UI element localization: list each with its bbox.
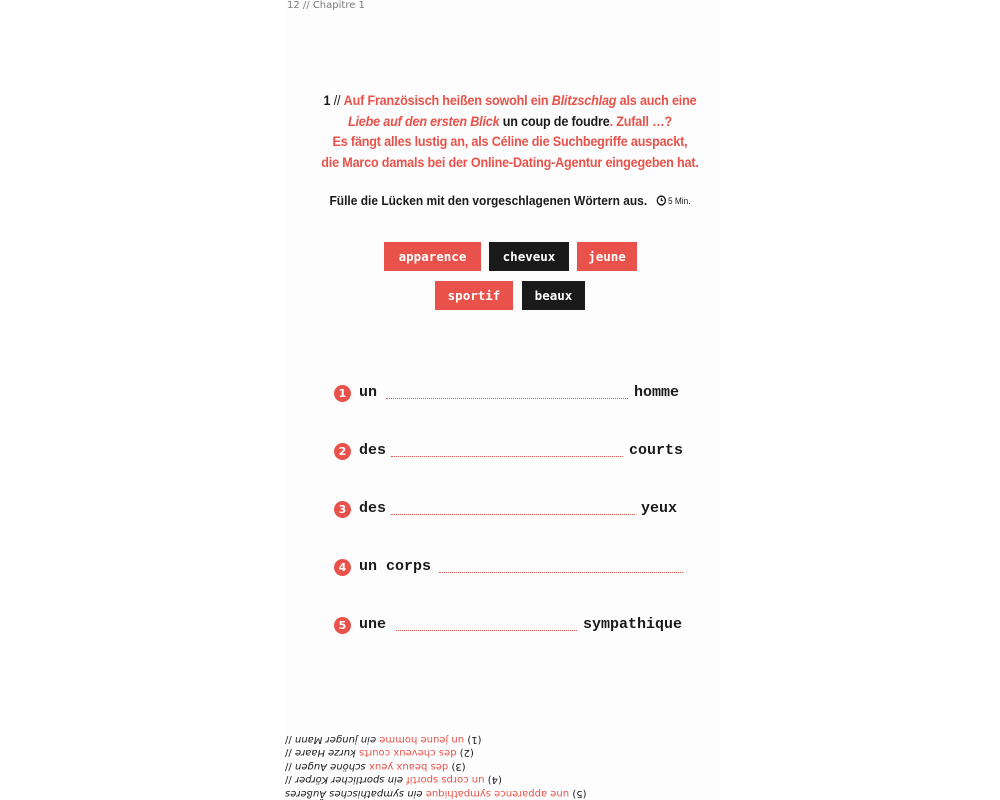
solution-french: un jeune homme	[379, 734, 465, 745]
solution-separator: //	[285, 734, 292, 745]
blank-line-4[interactable]	[439, 572, 683, 573]
solution-german: schöne Augen	[294, 761, 366, 772]
solutions-upside-down	[285, 732, 645, 800]
exercise-item-3	[334, 500, 694, 524]
solution-separator: //	[285, 761, 292, 772]
solution-number: (5)	[572, 788, 587, 799]
solution-german: ein sympathisches Äußeres	[285, 788, 423, 799]
item-before-text: des	[359, 442, 387, 459]
item-before-text: des	[359, 500, 387, 517]
item-after-text: homme	[634, 384, 680, 401]
intro-text-2: Blitzschlag	[551, 92, 617, 108]
exercise-separator: //	[330, 92, 344, 108]
word-chip-beaux[interactable]: beaux	[522, 281, 585, 310]
solution-number: (2)	[459, 747, 474, 759]
intro-text-1: Auf Französisch heißen sowohl ein	[343, 92, 552, 108]
item-number-badge: 3	[334, 501, 351, 518]
solution-german: kurze Haare	[294, 747, 356, 759]
item-before-text: une	[359, 616, 387, 633]
solution-number: (1)	[467, 734, 482, 745]
intro-text-4: Liebe auf den ersten Blick	[347, 112, 500, 129]
blank-line-5[interactable]	[396, 630, 577, 631]
exercise-item-4	[334, 558, 694, 582]
item-number-badge: 1	[334, 385, 351, 402]
word-chip-jeune[interactable]: jeune	[577, 242, 637, 271]
item-after-text: sympathique	[583, 616, 683, 633]
word-chip-cheveux[interactable]: cheveux	[489, 242, 569, 271]
solution-line	[285, 787, 645, 800]
blank-line-1[interactable]	[386, 398, 628, 399]
exercise-instruction	[308, 193, 713, 208]
solution-separator: //	[285, 747, 292, 759]
intro-text-6: . Zufall …?	[609, 112, 673, 129]
item-number-badge: 5	[334, 617, 351, 634]
exercise-item-1	[334, 384, 694, 408]
item-after-text: yeux	[641, 500, 678, 517]
solution-german: ein junger Mann	[294, 734, 377, 745]
solution-french: un corps sportif	[406, 774, 485, 786]
solution-line	[285, 773, 645, 787]
exercise-number: 1	[323, 92, 331, 108]
solution-german: ein sportlicher Körper	[294, 774, 403, 786]
item-before-text: un corps	[359, 558, 432, 575]
blank-line-2[interactable]	[391, 456, 623, 457]
solution-french: des cheveux courts	[358, 747, 457, 759]
exercise-item-5	[334, 616, 694, 640]
solution-number: (3)	[451, 761, 466, 772]
blank-line-3[interactable]	[391, 514, 635, 515]
intro-text-8: die Marco damals bei der Online-Dating-Agentur eingegeben hat.	[321, 153, 699, 170]
item-number-badge: 4	[334, 559, 351, 576]
clock-icon	[656, 195, 666, 206]
solution-french: des beaux yeux	[368, 761, 449, 772]
timer	[656, 196, 691, 206]
solution-number: (4)	[487, 774, 502, 786]
word-chip-sportif[interactable]: sportif	[435, 281, 513, 310]
intro-text-3: als auch eine	[616, 92, 697, 108]
solution-line	[285, 733, 645, 747]
word-chip-apparence[interactable]: apparence	[384, 242, 481, 271]
intro-text-7: Es fängt alles lustig an, als Céline die Suchbegriffe auspackt,	[332, 133, 688, 149]
solution-line	[285, 746, 645, 760]
exercise-intro	[312, 90, 708, 172]
instruction-text: Fülle die Lücken mit den vorgeschlagenen Wörtern aus.	[329, 193, 648, 208]
solution-french: une apparence sympathique	[425, 788, 570, 799]
solution-separator: //	[285, 774, 292, 786]
intro-text-5: un coup de foudre	[499, 112, 610, 129]
page-folio: 12 // Chapitre 1	[287, 0, 365, 11]
item-before-text: un	[359, 384, 378, 401]
exercise-item-2	[334, 442, 694, 466]
timer-label: 5 Min.	[667, 196, 691, 206]
item-after-text: courts	[629, 442, 684, 459]
solution-line	[285, 760, 645, 774]
item-number-badge: 2	[334, 443, 351, 460]
